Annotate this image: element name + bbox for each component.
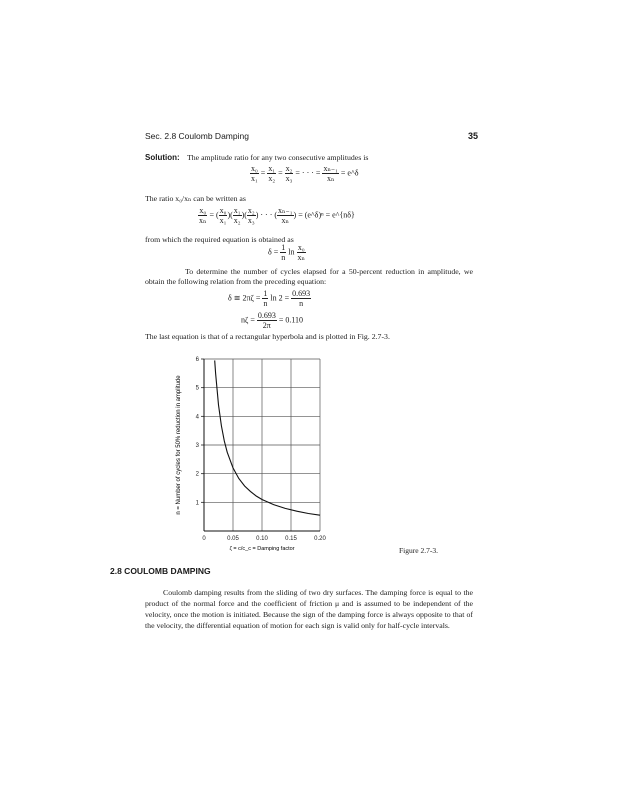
last-line: The last equation is that of a rectangular hyperbola and is plotted in Fig. 2.7-3. <box>145 332 390 341</box>
eq1-f3-num: x₂ <box>285 164 293 173</box>
equation-ratio-product: $\frac{\text{x₀}}{\text{xₙ}}$ = ( $\frac{\text{x₀}}{\text{x₁}}$ )( $\frac{\text{x₁}}{\text{x₂}}$ )( $\frac{\text{x₂}}{\text{x₃}}$ ) · · · ( $\frac{\text{xₙ₋₁}}{\text{xₙ}}$ ) = (e^δ)ⁿ = e^{nδ} <box>199 206 355 225</box>
eq2-lhs-den: xₙ <box>199 216 207 225</box>
eq4-c-den: n <box>263 299 268 308</box>
hyperbola-chart <box>168 350 368 560</box>
eq2-p3-num: x₂ <box>247 206 255 215</box>
section-paragraph: Coulomb damping results from the sliding of two dry surfaces. The damping force is equal to the product of the normal force and the coefficient of friction μ and is assumed to be independent of the velocity, once the motion is initiated. Because the sign of the damping force is always opposite to that of the velocity, the differential equation of motion for each sign is valid only for half-cycle intervals. <box>145 588 473 630</box>
chart-grid <box>201 359 320 531</box>
eq5-v-den: 2π <box>262 321 271 330</box>
eq2-p1-den: x₁ <box>219 216 227 225</box>
chart-ylabel: n = Number of cycles for 50% reduction in amplitude <box>176 375 182 515</box>
y-tick-label: 5 <box>195 385 199 392</box>
eq2-p2-num: x₁ <box>233 206 241 215</box>
eq1-f3-den: x₃ <box>285 174 293 183</box>
y-tick-label: 4 <box>195 414 199 421</box>
eq2-lhs-num: x₀ <box>199 206 207 215</box>
eq2-p4-num: xₙ₋₁ <box>278 206 293 215</box>
eq1-rhs: = e^δ <box>340 168 359 178</box>
eq5-lhs: nζ = <box>241 315 255 325</box>
eq3-arg-num: x₀ <box>297 243 305 252</box>
eq4-v-den: n <box>299 299 304 308</box>
page-number: 35 <box>468 131 479 141</box>
eq2-p1-num: x₀ <box>219 206 227 215</box>
running-header: Sec. 2.8 Coulomb Damping <box>145 131 249 141</box>
eq1-f4-den: xₙ <box>326 174 335 183</box>
eq4-lhs: δ ≅ 2πζ = <box>228 293 261 303</box>
x-tick-label: 0.15 <box>285 536 297 542</box>
cycles-paragraph: To determine the number of cycles elapsed for a 50-percent reduction in amplitude, we obtain the following relation from the preceding equation: <box>145 267 473 286</box>
eq1-f2-num: x₁ <box>268 164 276 173</box>
equation-amplitude-ratio: $\frac{\text{x₀}}{\text{x₁}}$ = $\frac{\text{x₁}}{\text{x₂}}$ = $\frac{\text{x₂}}{\text{x₃}}$ = · · · = $\frac{\text{xₙ₋₁}}{\text{xₙ}}$ = e^δ <box>251 164 359 183</box>
eq1-f1-den: x₁ <box>251 174 258 183</box>
eq2-p3-den: x₃ <box>247 216 255 225</box>
eq4-mid: ln 2 = <box>270 293 290 303</box>
equation-hyperbola <box>241 311 303 330</box>
chart-ticks <box>196 357 327 542</box>
eq1-mid: = · · · = <box>295 168 321 178</box>
y-tick-label: 6 <box>195 357 199 363</box>
equation-log-decrement <box>268 243 306 262</box>
figure-caption: Figure 2.7-3. <box>399 546 438 555</box>
ratio-line: The ratio x₀/xₙ can be written as <box>145 194 246 203</box>
eq4-c-num: 1 <box>263 289 268 298</box>
equation-cycles <box>228 289 311 308</box>
eq3-coef-den: n <box>281 253 286 262</box>
section-heading: 2.8 COULOMB DAMPING <box>110 566 211 576</box>
eq1-f4-num: xₙ₋₁ <box>323 164 338 173</box>
chart-xlabel: ζ = c/c_c = Damping factor <box>229 546 295 552</box>
from-line: from which the required equation is obtained as <box>145 235 294 244</box>
eq1-f1-num: x₀ <box>251 164 258 173</box>
eq5-rhs: = 0.110 <box>278 315 304 325</box>
x-tick-label: 0 <box>202 536 206 542</box>
eq3-lhs: δ = <box>268 247 279 257</box>
solution-label: Solution: <box>145 153 180 162</box>
eq3-arg-den: xₙ <box>297 253 305 262</box>
chart-series <box>215 360 320 515</box>
eq1-f2-den: x₂ <box>268 174 276 183</box>
y-tick-label: 1 <box>195 500 199 507</box>
eq2-p2-den: x₂ <box>233 216 241 225</box>
eq3-ln: ln <box>288 247 295 257</box>
x-tick-label: 0.20 <box>314 536 326 542</box>
x-tick-label: 0.10 <box>256 536 268 542</box>
eq2-rhs: = (e^δ)ⁿ = e^{nδ} <box>298 210 355 220</box>
x-tick-label: 0.05 <box>227 536 239 542</box>
y-tick-label: 2 <box>195 471 199 478</box>
solution-intro: The amplitude ratio for any two consecutive amplitudes is <box>187 153 369 162</box>
eq3-coef-num: 1 <box>281 243 286 252</box>
eq5-v-num: 0.693 <box>257 311 276 320</box>
y-tick-label: 3 <box>195 443 199 449</box>
eq4-v-num: 0.693 <box>292 289 311 298</box>
hyperbola-curve <box>215 360 320 515</box>
eq2-p4-den: xₙ <box>281 216 289 225</box>
